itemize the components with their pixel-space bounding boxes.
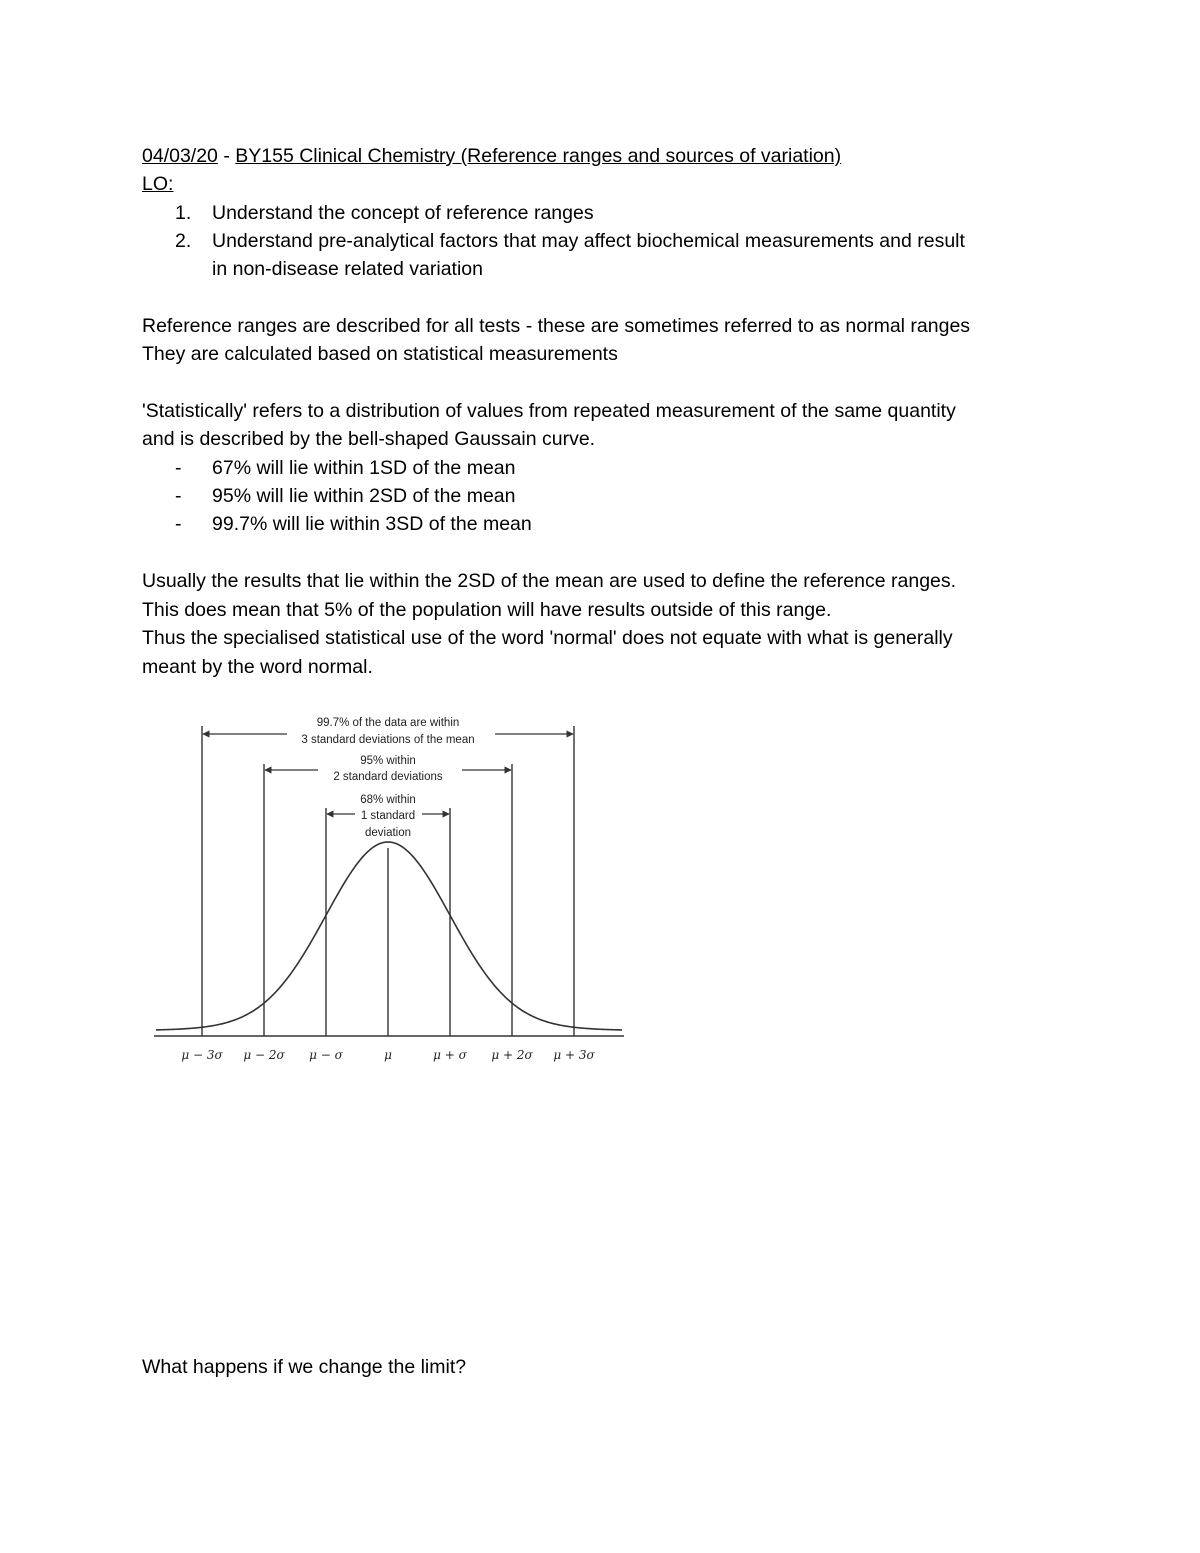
bullet-text: 95% will lie within 2SD of the mean [212,485,516,507]
header-date: 04/03/20 [142,145,218,167]
bullet-marker: - [175,485,182,507]
paragraph-line: Reference ranges are described for all tests - these are sometimes referred to as normal ranges [142,315,971,337]
paragraph-line: They are calculated based on statistical measurements [142,343,618,365]
bell-curve [156,842,622,1030]
bullet-text: 67% will lie within 1SD of the mean [212,457,516,479]
paragraph-line: Thus the specialised statistical use of the word 'normal' does not equate with what is generally [142,627,953,649]
lo-item-marker: 2. [175,230,192,252]
paragraph-line: and is described by the bell-shaped Gaussain curve. [142,428,596,450]
header-separator: - [217,145,236,167]
lo-item-marker: 1. [175,202,192,224]
axis-tick-label: μ + σ [433,1048,467,1062]
axis-tick-label: μ − 3σ [181,1048,223,1062]
bullet-text: 99.7% will lie within 3SD of the mean [212,513,532,535]
paragraph-line: This does mean that 5% of the population will have results outside of this range. [142,599,832,621]
label-2sd-line1: 95% within [360,755,416,767]
axis-tick-label: μ − σ [309,1048,343,1062]
lo-item-text: Understand pre-analytical factors that may affect biochemical measurements and result [212,230,965,252]
bell-curve-svg [142,708,637,1068]
bullet-marker: - [175,457,182,479]
paragraph-line: Usually the results that lie within the 2SD of the mean are used to define the reference ranges. [142,570,957,592]
bullet-marker: - [175,513,182,535]
paragraph-line: meant by the word normal. [142,656,373,678]
header-title: BY155 Clinical Chemistry (Reference ranges and sources of variation) [235,145,842,167]
bell-curve-figure [142,708,637,1068]
label-3sd-line2: 3 standard deviations of the mean [301,734,475,746]
question-line: What happens if we change the limit? [142,1356,467,1378]
lo-item-text: in non-disease related variation [212,258,484,280]
label-3sd-line1: 99.7% of the data are within [316,717,460,729]
label-1sd-line3: deviation [364,827,412,839]
lo-label: LO: [142,173,174,195]
axis-tick-label: μ + 2σ [491,1048,533,1062]
lo-item-text: Understand the concept of reference ranges [212,202,594,224]
axis-tick-label: μ [384,1048,392,1062]
axis-tick-label: μ − 2σ [243,1048,285,1062]
label-1sd-line1: 68% within [360,794,416,806]
paragraph-line: 'Statistically' refers to a distribution of values from repeated measurement of the same quantity [142,400,956,422]
label-2sd-line2: 2 standard deviations [333,771,443,783]
header-line [142,142,841,170]
axis-tick-label: μ + 3σ [553,1048,595,1062]
label-1sd-line2: 1 standard [360,810,416,822]
